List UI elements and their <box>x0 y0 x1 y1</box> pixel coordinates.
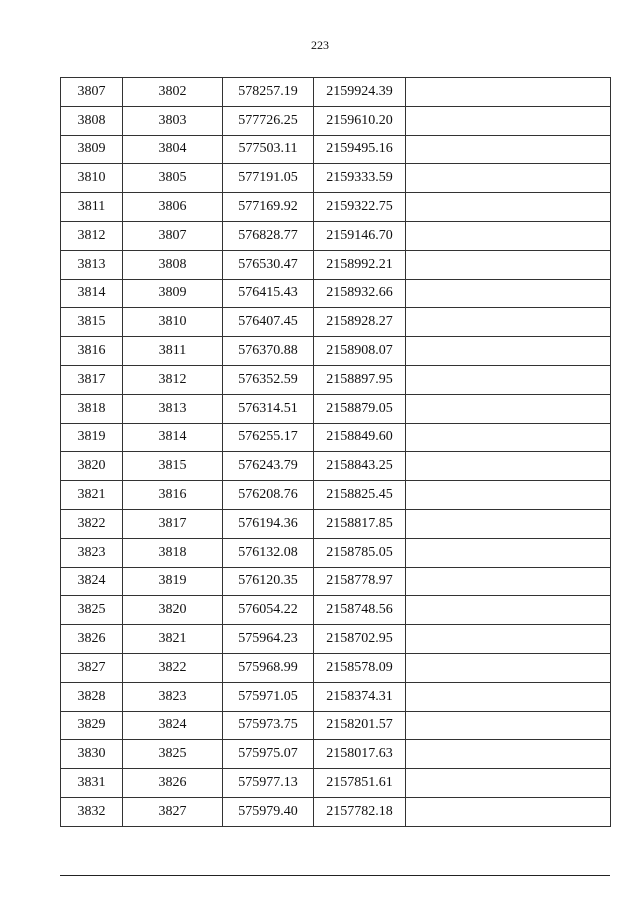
y-coordinate-cell: 2157851.61 <box>314 769 406 798</box>
reference-number-cell: 3825 <box>123 740 223 769</box>
x-coordinate-cell: 578257.19 <box>223 78 314 107</box>
notes-cell <box>406 164 611 193</box>
table-row <box>61 164 611 193</box>
table-row <box>61 653 611 682</box>
point-number-cell: 3822 <box>61 509 123 538</box>
point-number-cell: 3809 <box>61 135 123 164</box>
point-number-cell: 3831 <box>61 769 123 798</box>
reference-number-cell: 3812 <box>123 365 223 394</box>
table-row <box>61 394 611 423</box>
table-row <box>61 193 611 222</box>
table-row <box>61 797 611 826</box>
x-coordinate-cell: 576370.88 <box>223 337 314 366</box>
x-coordinate-cell: 576054.22 <box>223 596 314 625</box>
table-row <box>61 538 611 567</box>
notes-cell <box>406 135 611 164</box>
point-number-cell: 3817 <box>61 365 123 394</box>
x-coordinate-cell: 575973.75 <box>223 711 314 740</box>
notes-cell <box>406 221 611 250</box>
reference-number-cell: 3804 <box>123 135 223 164</box>
y-coordinate-cell: 2158017.63 <box>314 740 406 769</box>
coordinates-table <box>60 77 611 827</box>
notes-cell <box>406 509 611 538</box>
x-coordinate-cell: 575968.99 <box>223 653 314 682</box>
notes-cell <box>406 279 611 308</box>
footer-rule <box>60 875 610 876</box>
point-number-cell: 3832 <box>61 797 123 826</box>
point-number-cell: 3818 <box>61 394 123 423</box>
point-number-cell: 3825 <box>61 596 123 625</box>
y-coordinate-cell: 2159924.39 <box>314 78 406 107</box>
y-coordinate-cell: 2158928.27 <box>314 308 406 337</box>
reference-number-cell: 3810 <box>123 308 223 337</box>
notes-cell <box>406 452 611 481</box>
table-row <box>61 509 611 538</box>
point-number-cell: 3829 <box>61 711 123 740</box>
reference-number-cell: 3824 <box>123 711 223 740</box>
point-number-cell: 3821 <box>61 481 123 510</box>
y-coordinate-cell: 2158897.95 <box>314 365 406 394</box>
reference-number-cell: 3809 <box>123 279 223 308</box>
point-number-cell: 3826 <box>61 625 123 654</box>
notes-cell <box>406 250 611 279</box>
y-coordinate-cell: 2158201.57 <box>314 711 406 740</box>
x-coordinate-cell: 577726.25 <box>223 106 314 135</box>
point-number-cell: 3824 <box>61 567 123 596</box>
reference-number-cell: 3822 <box>123 653 223 682</box>
notes-cell <box>406 394 611 423</box>
x-coordinate-cell: 576407.45 <box>223 308 314 337</box>
page-number: 223 <box>311 38 329 52</box>
x-coordinate-cell: 576208.76 <box>223 481 314 510</box>
notes-cell <box>406 481 611 510</box>
table-row <box>61 250 611 279</box>
table-row <box>61 711 611 740</box>
reference-number-cell: 3806 <box>123 193 223 222</box>
y-coordinate-cell: 2158374.31 <box>314 682 406 711</box>
y-coordinate-cell: 2158702.95 <box>314 625 406 654</box>
y-coordinate-cell: 2159322.75 <box>314 193 406 222</box>
y-coordinate-cell: 2158817.85 <box>314 509 406 538</box>
table-row <box>61 682 611 711</box>
notes-cell <box>406 740 611 769</box>
notes-cell <box>406 337 611 366</box>
x-coordinate-cell: 576352.59 <box>223 365 314 394</box>
coordinates-table-body <box>61 78 611 827</box>
point-number-cell: 3808 <box>61 106 123 135</box>
point-number-cell: 3820 <box>61 452 123 481</box>
point-number-cell: 3807 <box>61 78 123 107</box>
notes-cell <box>406 769 611 798</box>
point-number-cell: 3819 <box>61 423 123 452</box>
reference-number-cell: 3805 <box>123 164 223 193</box>
y-coordinate-cell: 2159495.16 <box>314 135 406 164</box>
reference-number-cell: 3807 <box>123 221 223 250</box>
x-coordinate-cell: 575964.23 <box>223 625 314 654</box>
x-coordinate-cell: 576132.08 <box>223 538 314 567</box>
reference-number-cell: 3816 <box>123 481 223 510</box>
notes-cell <box>406 682 611 711</box>
x-coordinate-cell: 576243.79 <box>223 452 314 481</box>
point-number-cell: 3827 <box>61 653 123 682</box>
notes-cell <box>406 538 611 567</box>
y-coordinate-cell: 2158748.56 <box>314 596 406 625</box>
y-coordinate-cell: 2158849.60 <box>314 423 406 452</box>
table-row <box>61 365 611 394</box>
x-coordinate-cell: 577503.11 <box>223 135 314 164</box>
reference-number-cell: 3826 <box>123 769 223 798</box>
reference-number-cell: 3823 <box>123 682 223 711</box>
x-coordinate-cell: 576194.36 <box>223 509 314 538</box>
x-coordinate-cell: 577169.92 <box>223 193 314 222</box>
notes-cell <box>406 365 611 394</box>
table-row <box>61 279 611 308</box>
reference-number-cell: 3821 <box>123 625 223 654</box>
y-coordinate-cell: 2158843.25 <box>314 452 406 481</box>
y-coordinate-cell: 2158879.05 <box>314 394 406 423</box>
point-number-cell: 3830 <box>61 740 123 769</box>
reference-number-cell: 3817 <box>123 509 223 538</box>
table-row <box>61 625 611 654</box>
reference-number-cell: 3814 <box>123 423 223 452</box>
table-row <box>61 567 611 596</box>
point-number-cell: 3813 <box>61 250 123 279</box>
notes-cell <box>406 567 611 596</box>
reference-number-cell: 3827 <box>123 797 223 826</box>
table-row <box>61 481 611 510</box>
y-coordinate-cell: 2157782.18 <box>314 797 406 826</box>
table-row <box>61 106 611 135</box>
x-coordinate-cell: 575975.07 <box>223 740 314 769</box>
y-coordinate-cell: 2158932.66 <box>314 279 406 308</box>
point-number-cell: 3810 <box>61 164 123 193</box>
table-row <box>61 596 611 625</box>
point-number-cell: 3816 <box>61 337 123 366</box>
point-number-cell: 3815 <box>61 308 123 337</box>
reference-number-cell: 3803 <box>123 106 223 135</box>
y-coordinate-cell: 2159610.20 <box>314 106 406 135</box>
point-number-cell: 3811 <box>61 193 123 222</box>
notes-cell <box>406 653 611 682</box>
notes-cell <box>406 596 611 625</box>
reference-number-cell: 3813 <box>123 394 223 423</box>
reference-number-cell: 3820 <box>123 596 223 625</box>
x-coordinate-cell: 576314.51 <box>223 394 314 423</box>
y-coordinate-cell: 2158825.45 <box>314 481 406 510</box>
notes-cell <box>406 193 611 222</box>
notes-cell <box>406 797 611 826</box>
y-coordinate-cell: 2158578.09 <box>314 653 406 682</box>
reference-number-cell: 3819 <box>123 567 223 596</box>
y-coordinate-cell: 2158778.97 <box>314 567 406 596</box>
table-row <box>61 78 611 107</box>
y-coordinate-cell: 2158992.21 <box>314 250 406 279</box>
point-number-cell: 3812 <box>61 221 123 250</box>
reference-number-cell: 3818 <box>123 538 223 567</box>
table-row <box>61 769 611 798</box>
x-coordinate-cell: 576415.43 <box>223 279 314 308</box>
table-row <box>61 452 611 481</box>
y-coordinate-cell: 2158785.05 <box>314 538 406 567</box>
x-coordinate-cell: 575971.05 <box>223 682 314 711</box>
reference-number-cell: 3808 <box>123 250 223 279</box>
notes-cell <box>406 78 611 107</box>
notes-cell <box>406 711 611 740</box>
x-coordinate-cell: 577191.05 <box>223 164 314 193</box>
table-row <box>61 423 611 452</box>
table-row <box>61 308 611 337</box>
notes-cell <box>406 106 611 135</box>
table-row <box>61 337 611 366</box>
point-number-cell: 3814 <box>61 279 123 308</box>
reference-number-cell: 3815 <box>123 452 223 481</box>
x-coordinate-cell: 576530.47 <box>223 250 314 279</box>
notes-cell <box>406 308 611 337</box>
notes-cell <box>406 625 611 654</box>
x-coordinate-cell: 576828.77 <box>223 221 314 250</box>
y-coordinate-cell: 2159146.70 <box>314 221 406 250</box>
notes-cell <box>406 423 611 452</box>
table-row <box>61 135 611 164</box>
reference-number-cell: 3802 <box>123 78 223 107</box>
table-row <box>61 221 611 250</box>
reference-number-cell: 3811 <box>123 337 223 366</box>
table-row <box>61 740 611 769</box>
x-coordinate-cell: 575979.40 <box>223 797 314 826</box>
x-coordinate-cell: 576120.35 <box>223 567 314 596</box>
y-coordinate-cell: 2159333.59 <box>314 164 406 193</box>
y-coordinate-cell: 2158908.07 <box>314 337 406 366</box>
point-number-cell: 3823 <box>61 538 123 567</box>
x-coordinate-cell: 575977.13 <box>223 769 314 798</box>
x-coordinate-cell: 576255.17 <box>223 423 314 452</box>
point-number-cell: 3828 <box>61 682 123 711</box>
